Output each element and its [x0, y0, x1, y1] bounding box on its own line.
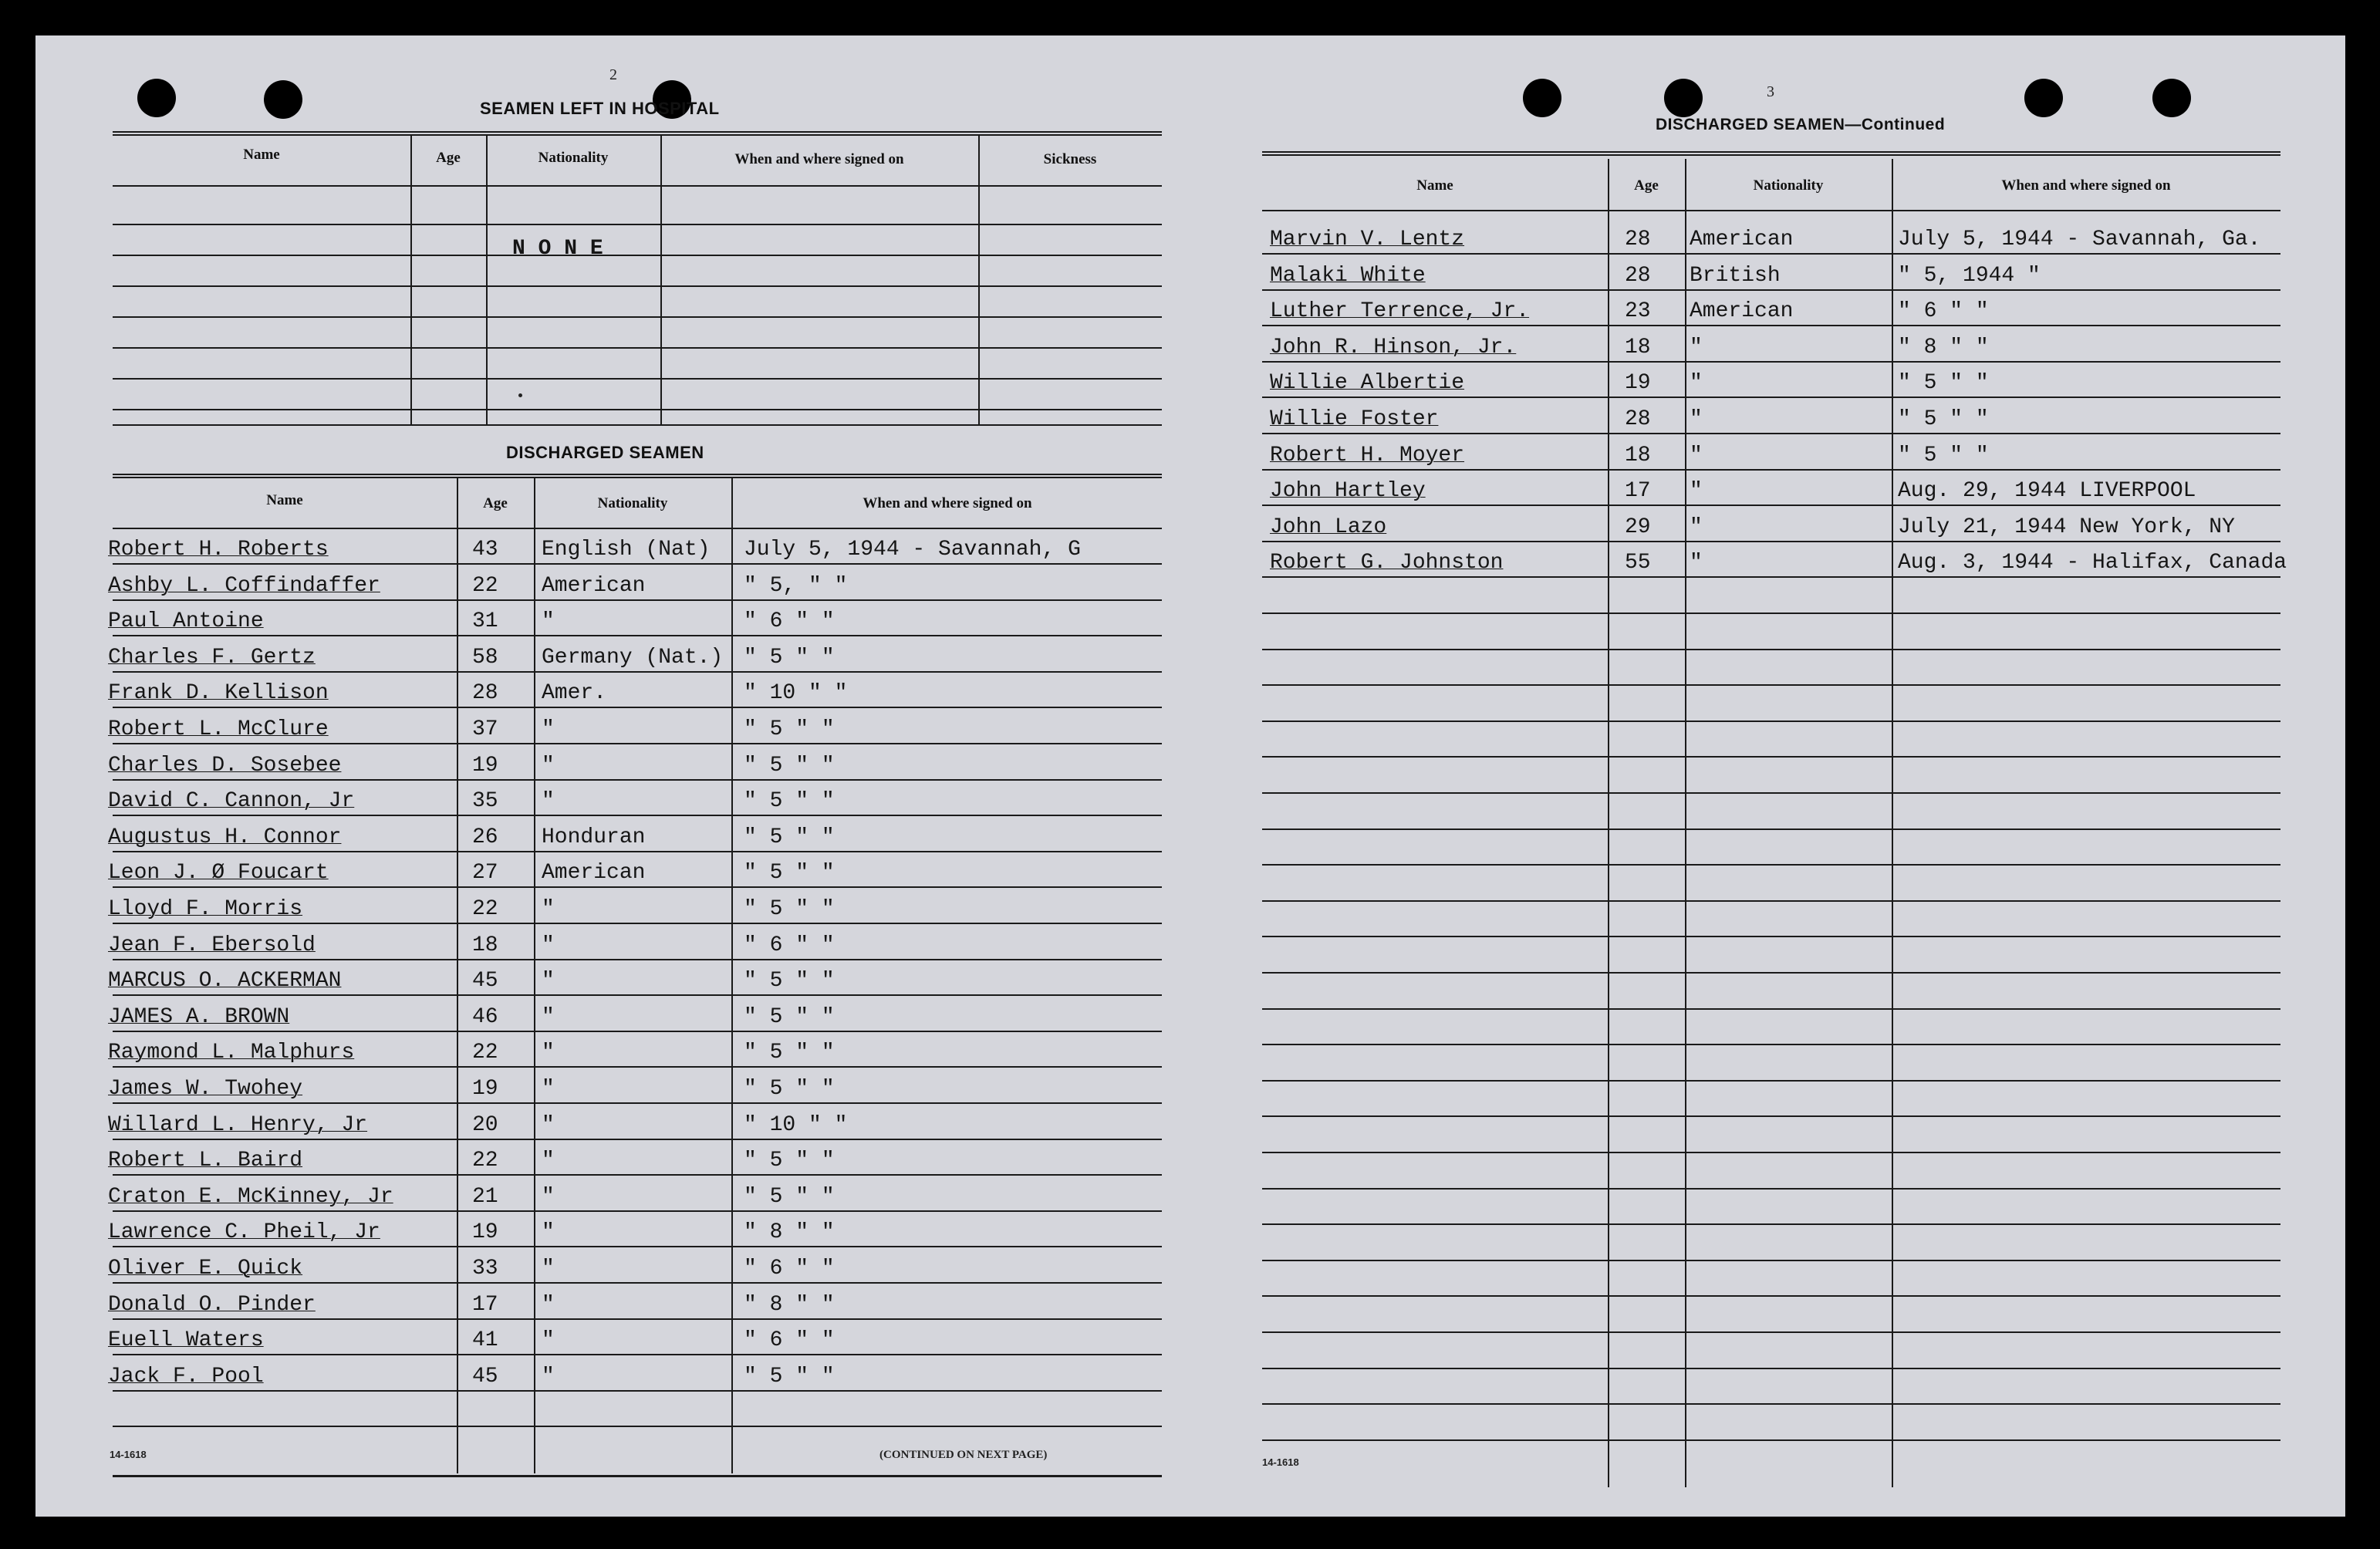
ruled-line [1262, 1152, 2280, 1153]
signed-on-entry: " 5 " " [1898, 444, 1989, 467]
form-number: 14-1618 [110, 1449, 147, 1460]
seaman-name: Lloyd F. Morris [108, 897, 303, 921]
seaman-age: 18 [1625, 335, 1651, 359]
ruled-line [1262, 1044, 2280, 1045]
seaman-age: 55 [1625, 551, 1651, 575]
ruled-line [1262, 505, 2280, 506]
seaman-name: JAMES A. BROWN [108, 1004, 290, 1029]
signed-on-entry: " 5 " " [744, 862, 835, 886]
seaman-nationality: British [1690, 263, 1781, 288]
seaman-age: 37 [472, 717, 498, 741]
seaman-nationality: American [542, 573, 646, 598]
col-header-name: Name [243, 147, 280, 163]
ruled-line [1262, 900, 2280, 902]
page-number: 3 [1767, 83, 1774, 100]
seaman-nationality: " [542, 933, 555, 957]
ruled-line [113, 1102, 1162, 1104]
continued-section-title: DISCHARGED SEAMEN—Continued [1656, 116, 1946, 133]
ruled-line [113, 1318, 1162, 1320]
col-header-nationality: Nationality [597, 495, 668, 511]
seaman-name: James W. Twohey [108, 1077, 303, 1101]
ruled-line [113, 1210, 1162, 1212]
seaman-nationality: " [1690, 371, 1703, 396]
seaman-name: Craton E. McKinney, Jr [108, 1184, 393, 1209]
seaman-age: 43 [472, 538, 498, 562]
seaman-name: Willie Foster [1270, 407, 1439, 431]
seaman-nationality: American [1690, 299, 1794, 324]
ruled-line [113, 1246, 1162, 1247]
seaman-nationality: " [542, 789, 555, 814]
signed-on-entry: " 10 " " [744, 682, 848, 706]
signed-on-entry: " 5 " " [744, 825, 835, 849]
seaman-nationality: " [1690, 407, 1703, 431]
ruled-line [113, 1174, 1162, 1176]
seaman-nationality: " [542, 897, 555, 921]
signed-on-entry: " 5 " " [1898, 372, 1989, 396]
ruled-line [1262, 1223, 2280, 1225]
seaman-nationality: " [1690, 479, 1703, 504]
seaman-nationality: " [542, 753, 555, 778]
ruled-line [1262, 1403, 2280, 1405]
seaman-age: 28 [1625, 263, 1651, 288]
seaman-nationality: " [542, 1364, 555, 1389]
ruled-line [1262, 792, 2280, 794]
ruled-line [1262, 828, 2280, 830]
seaman-nationality: " [542, 1184, 555, 1209]
ruled-line [113, 743, 1162, 744]
ruled-line [113, 671, 1162, 673]
col-header-age: Age [483, 495, 508, 511]
signed-on-entry: " 5 " " [744, 1078, 835, 1101]
seaman-name: Augustus H. Connor [108, 825, 342, 849]
seaman-age: 17 [1625, 479, 1651, 504]
seaman-age: 19 [1625, 371, 1651, 396]
signed-on-entry: " 6 " " [744, 1257, 835, 1281]
ruled-line [113, 1031, 1162, 1032]
signed-on-entry: " 5 " " [744, 970, 835, 994]
seaman-name: Frank D. Kellison [108, 681, 329, 706]
seaman-age: 18 [472, 933, 498, 957]
signed-on-entry: " 5, 1944 " [1898, 264, 2041, 288]
seaman-name: John Lazo [1270, 515, 1387, 539]
col-header-name: Name [1416, 177, 1453, 194]
ruled-line [1262, 325, 2280, 326]
page-number: 2 [609, 66, 617, 83]
seaman-age: 20 [472, 1112, 498, 1137]
ruled-line [113, 779, 1162, 781]
seaman-age: 28 [472, 681, 498, 706]
signed-on-entry: " 5 " " [744, 646, 835, 670]
ruled-line [1262, 1439, 2280, 1441]
ink-speck [518, 393, 522, 397]
seaman-nationality: " [1690, 515, 1703, 539]
ruled-line [1262, 649, 2280, 650]
seaman-name: Robert L. Baird [108, 1149, 303, 1173]
ruled-line [1262, 541, 2280, 542]
ruled-line [1262, 433, 2280, 434]
seaman-nationality: Amer. [542, 681, 607, 706]
seaman-name: David C. Cannon, Jr [108, 789, 355, 814]
seaman-nationality: English (Nat) [542, 538, 711, 562]
seaman-nationality: " [542, 1077, 555, 1101]
seaman-age: 45 [472, 1364, 498, 1389]
seaman-age: 22 [472, 1149, 498, 1173]
seaman-name: Luther Terrence, Jr. [1270, 299, 1530, 324]
signed-on-entry: " 5 " " [744, 1149, 835, 1173]
signed-on-entry: July 21, 1944 New York, NY [1898, 515, 2235, 539]
ruled-line [113, 959, 1162, 960]
ruled-line [1262, 469, 2280, 471]
seaman-age: 23 [1625, 299, 1651, 324]
ruled-line [113, 851, 1162, 852]
seaman-nationality: " [1690, 443, 1703, 467]
seaman-name: Lawrence C. Pheil, Jr [108, 1220, 380, 1245]
seaman-name: Jean F. Ebersold [108, 933, 316, 957]
seaman-nationality: " [542, 609, 555, 634]
seaman-age: 35 [472, 789, 498, 814]
col-header-name: Name [266, 492, 303, 508]
seaman-name: Marvin V. Lentz [1270, 228, 1465, 251]
seaman-age: 28 [1625, 407, 1651, 431]
ruled-line [113, 1390, 1162, 1392]
signed-on-entry: " 5 " " [744, 898, 835, 921]
ruled-line [1262, 1331, 2280, 1333]
ruled-line [113, 815, 1162, 816]
seaman-nationality: American [1690, 228, 1794, 251]
seaman-age: 46 [472, 1004, 498, 1029]
seaman-nationality: " [542, 1257, 555, 1281]
seaman-age: 41 [472, 1328, 498, 1353]
ruled-line [1262, 864, 2280, 866]
signed-on-entry: " 6 " " [744, 610, 835, 634]
signed-on-entry: " 5 " " [744, 718, 835, 741]
seaman-name: Willie Albertie [1270, 371, 1465, 396]
hospital-section-title: SEAMEN LEFT IN HOSPITAL [480, 99, 720, 118]
ruled-line [113, 886, 1162, 888]
ruled-line [1262, 397, 2280, 398]
ruled-line [113, 707, 1162, 708]
ruled-line [113, 994, 1162, 996]
ruled-line [113, 1426, 1162, 1427]
ruled-line [113, 923, 1162, 924]
seaman-name: Leon J. Ø Foucart [108, 861, 329, 886]
signed-on-entry: " 5 " " [744, 1041, 835, 1065]
hospital-entry: N O N E [512, 237, 603, 261]
col-header-signed-on: When and where signed on [863, 495, 1032, 511]
seaman-nationality: " [542, 1041, 555, 1065]
col-header-signed-on: When and where signed on [734, 151, 904, 167]
signed-on-entry: Aug. 3, 1944 - Halifax, Canada [1898, 552, 2287, 575]
seaman-name: Jack F. Pool [108, 1364, 264, 1389]
seaman-nationality: American [542, 861, 646, 886]
signed-on-entry: Aug. 29, 1944 LIVERPOOL [1898, 480, 2196, 504]
right-page [1231, 35, 2345, 1517]
seaman-age: 19 [472, 753, 498, 778]
signed-on-entry: " 6 " " [744, 933, 835, 957]
signed-on-entry: " 5 " " [744, 1005, 835, 1029]
ruled-line [1262, 1368, 2280, 1369]
seaman-name: Paul Antoine [108, 609, 264, 634]
signed-on-entry: " 5 " " [744, 790, 835, 814]
seaman-name: Ashby L. Coffindaffer [108, 573, 380, 598]
discharged-section-title: DISCHARGED SEAMEN [506, 443, 704, 462]
seaman-nationality: " [542, 1292, 555, 1317]
ruled-line [113, 1282, 1162, 1284]
ruled-line [1262, 756, 2280, 758]
col-header-age: Age [1634, 177, 1659, 194]
seaman-nationality: " [542, 969, 555, 994]
ruled-line [113, 635, 1162, 636]
ruled-line [113, 563, 1162, 565]
document-sheet [35, 35, 2345, 1517]
seaman-nationality: " [1690, 335, 1703, 359]
ruled-line [113, 599, 1162, 601]
ruled-line [1262, 936, 2280, 937]
seaman-nationality: Germany (Nat.) [542, 645, 724, 670]
signed-on-entry: " 10 " " [744, 1113, 848, 1137]
col-header-sickness: Sickness [1043, 151, 1097, 167]
seaman-name: Malaki White [1270, 263, 1426, 288]
seaman-name: Raymond L. Malphurs [108, 1041, 355, 1065]
ruled-line [1262, 1008, 2280, 1010]
seaman-nationality: " [542, 1004, 555, 1029]
seaman-name: Charles D. Sosebee [108, 753, 342, 778]
seaman-name: Donald O. Pinder [108, 1292, 316, 1317]
seaman-age: 22 [472, 1041, 498, 1065]
ruled-line [113, 1139, 1162, 1140]
signed-on-entry: " 6 " " [1898, 300, 1989, 324]
signed-on-entry: " 8 " " [744, 1221, 835, 1245]
signed-on-entry: " 8 " " [1898, 336, 1989, 359]
seaman-age: 17 [472, 1292, 498, 1317]
ruled-line [1262, 721, 2280, 722]
seaman-name: Charles F. Gertz [108, 645, 316, 670]
ruled-line [1262, 361, 2280, 363]
seaman-nationality: Honduran [542, 825, 646, 849]
signed-on-entry: " 5, " " [744, 574, 848, 598]
ruled-line [113, 1354, 1162, 1355]
ruled-line [1262, 576, 2280, 578]
col-header-nationality: Nationality [538, 150, 609, 166]
ruled-line [1262, 684, 2280, 686]
signed-on-entry: " 5 " " [744, 754, 835, 778]
seaman-age: 19 [472, 1077, 498, 1101]
continued-note: (CONTINUED ON NEXT PAGE) [879, 1449, 1048, 1461]
ruled-line [1262, 289, 2280, 291]
seaman-age: 33 [472, 1257, 498, 1281]
seaman-name: Willard L. Henry, Jr [108, 1112, 368, 1137]
seaman-name: John R. Hinson, Jr. [1270, 335, 1517, 359]
col-header-signed-on: When and where signed on [2001, 177, 2171, 194]
ruled-line [1262, 1295, 2280, 1297]
signed-on-entry: " 6 " " [744, 1329, 835, 1353]
ruled-line [1262, 1188, 2280, 1190]
seaman-name: Robert L. McClure [108, 717, 329, 741]
seaman-name: Robert H. Moyer [1270, 443, 1465, 467]
ruled-line [1262, 253, 2280, 255]
seaman-name: Oliver E. Quick [108, 1257, 303, 1281]
seaman-age: 29 [1625, 515, 1651, 539]
seaman-age: 22 [472, 573, 498, 598]
form-number: 14-1618 [1262, 1456, 1299, 1468]
seaman-name: Robert H. Roberts [108, 538, 329, 562]
ruled-line [1262, 1115, 2280, 1117]
signed-on-entry: " 5 " " [744, 1365, 835, 1389]
seaman-age: 58 [472, 645, 498, 670]
seaman-name: Euell Waters [108, 1328, 264, 1353]
seaman-age: 28 [1625, 228, 1651, 251]
col-header-nationality: Nationality [1753, 177, 1824, 194]
seaman-nationality: " [1690, 551, 1703, 575]
ruled-line [1262, 1080, 2280, 1082]
signed-on-entry: July 5, 1944 - Savannah, G [744, 538, 1081, 562]
seaman-nationality: " [542, 1328, 555, 1353]
ruled-line [1262, 972, 2280, 974]
seaman-age: 19 [472, 1220, 498, 1245]
seaman-nationality: " [542, 1220, 555, 1245]
seaman-age: 21 [472, 1184, 498, 1209]
seaman-age: 31 [472, 609, 498, 634]
signed-on-entry: " 5 " " [744, 1185, 835, 1209]
seaman-nationality: " [542, 1149, 555, 1173]
seaman-name: John Hartley [1270, 479, 1426, 504]
seaman-age: 45 [472, 969, 498, 994]
left-page [35, 35, 1193, 1517]
signed-on-entry: " 5 " " [1898, 408, 1989, 431]
seaman-name: MARCUS O. ACKERMAN [108, 969, 342, 994]
seaman-age: 26 [472, 825, 498, 849]
seaman-age: 27 [472, 861, 498, 886]
signed-on-entry: July 5, 1944 - Savannah, Ga. [1898, 228, 2261, 251]
ruled-line [1262, 613, 2280, 614]
signed-on-entry: " 8 " " [744, 1293, 835, 1317]
col-header-age: Age [436, 150, 461, 166]
ruled-line [113, 1066, 1162, 1068]
seaman-nationality: " [542, 717, 555, 741]
seaman-name: Robert G. Johnston [1270, 551, 1504, 575]
ruled-line [1262, 1260, 2280, 1261]
seaman-nationality: " [542, 1112, 555, 1137]
seaman-age: 18 [1625, 443, 1651, 467]
seaman-age: 22 [472, 897, 498, 921]
